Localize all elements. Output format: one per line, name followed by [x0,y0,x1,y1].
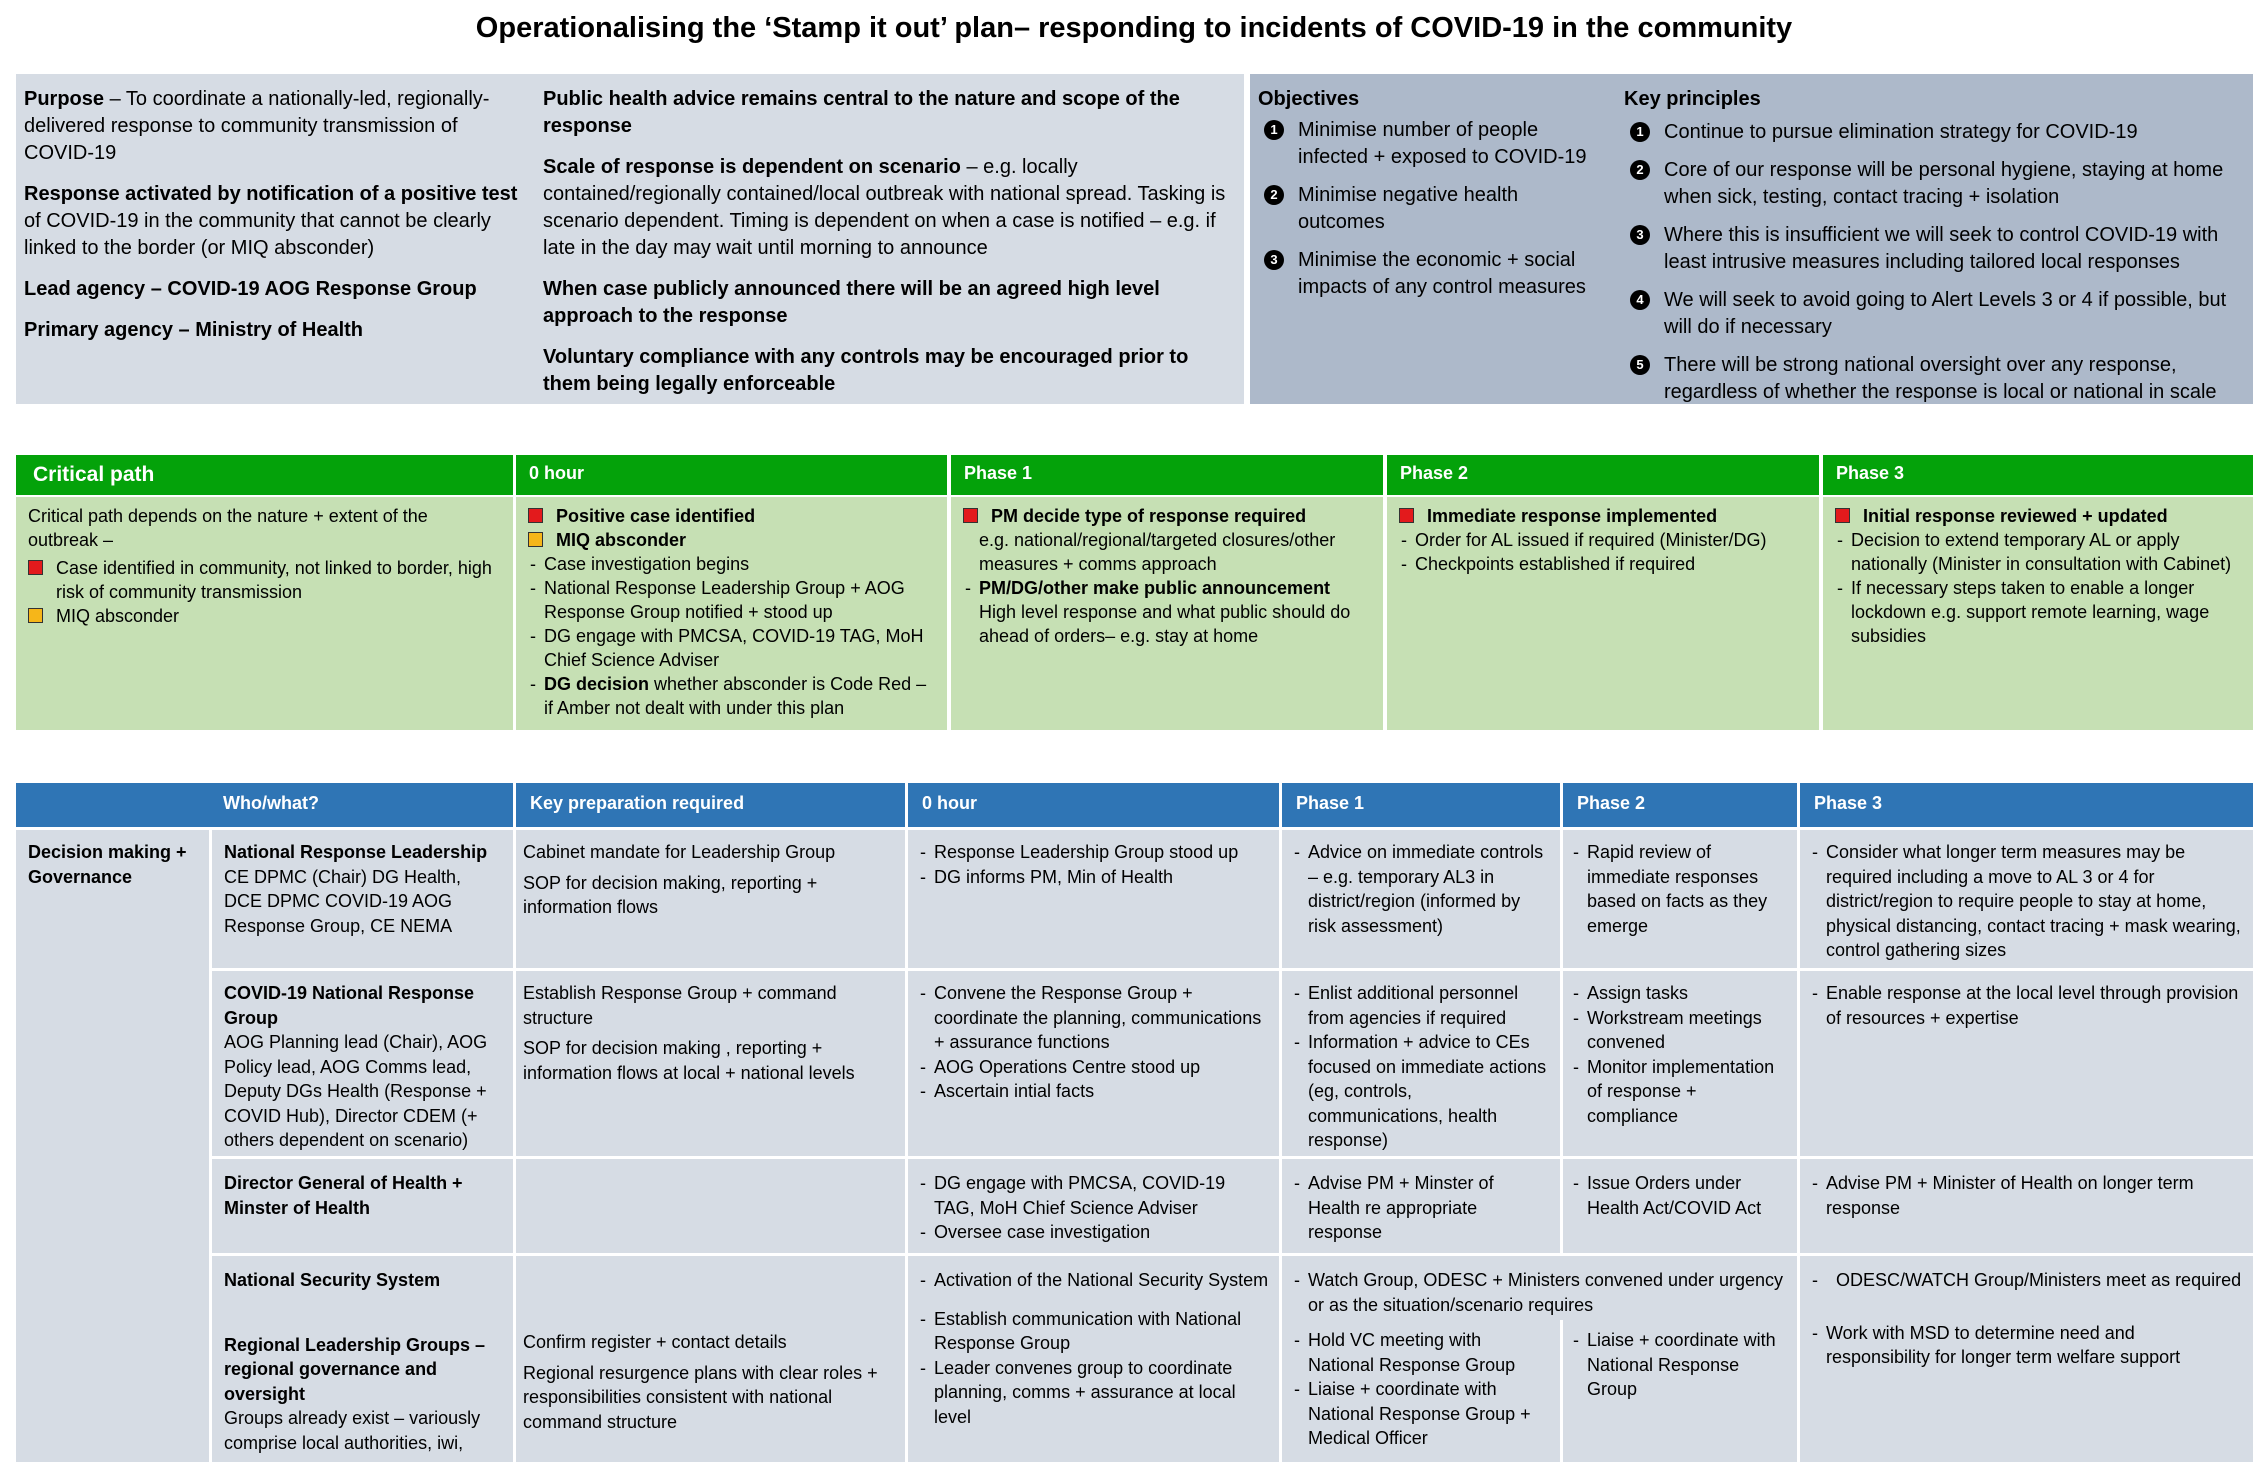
cp-cell-0-hour [516,497,947,730]
cp-phase1-title [963,504,1371,528]
objectives-section [1258,86,1608,312]
principle-item [1624,222,2246,276]
row-list [1292,1268,1787,1317]
table-header-phase-2: Phase 2 [1563,783,1797,827]
principle-text: Where this is insufficient we will seek to control COVID-19 with least intrusive measures including tailored local responses [1664,224,2219,273]
cp-legend-amber [28,604,501,628]
purpose-label: Purpose [24,88,105,110]
list-item: - DG engage with PMCSA, COVID-19 TAG, MoH Chief Science Adviser [528,624,935,672]
activation-label: Response activated by notification of a positive test [24,183,518,205]
list-item: - Issue Orders under Health Act/COVID Act [1571,1171,1789,1220]
activation-text [24,181,524,262]
overview-left-column [24,86,524,358]
principle-text: We will seek to avoid going to Alert Levels 3 or 4 if possible, but will do if necessary [1664,289,2227,338]
number-2-icon: 2 [1630,160,1650,180]
table-header-0-hour: 0 hour [908,783,1279,827]
amber-square-icon [28,608,43,623]
activation-body: of COVID-19 in the community that cannot be clearly linked to the border (or MIQ absconder) [24,210,491,259]
table-header-phase-3: Phase 3 [1800,783,2253,827]
list-item: - Oversee case investigation [918,1220,1269,1245]
row-list [1571,1171,1789,1220]
table-row-2-phase-2 [1563,971,1797,1156]
cp-legend-red [28,556,501,604]
row-list [918,1268,1269,1293]
voluntary-label: Voluntary compliance with any controls may be encouraged prior to them being legally enforceable [543,346,1189,395]
objective-text: Minimise negative health outcomes [1298,184,1519,233]
scale-label: Scale of response is dependent on scenario [543,156,961,178]
objectives-principles-panel [1250,74,2253,404]
cp-intro-text: Critical path depends on the nature + extent of the outbreak – [28,506,428,550]
purpose-body: – To coordinate a nationally-led, regionally-delivered response to community transmission of COVID-19 [24,88,490,164]
table-row-3-prep [516,1159,905,1253]
announce-statement [543,276,1233,330]
scale-statement [543,154,1233,262]
who-title: Director General of Health + Minster of Health [224,1173,463,1218]
list-item: - Workstream meetings convened [1571,1006,1789,1055]
list-item [528,672,935,720]
row-list [1810,1171,2243,1220]
row-list [918,840,1269,889]
list-item: - Watch Group, ODESC + Ministers convened under urgency or as the situation/scenario requires [1292,1268,1787,1317]
public-announcement-text: High level response and what public should do ahead of orders– e.g. stay at home [979,602,1351,646]
overview-right-column [543,86,1233,412]
cp-cell-phase-3 [1823,497,2253,730]
table-row-5-phase-1 [1282,1320,1560,1462]
primary-agency [24,317,524,344]
objective-item [1258,182,1608,236]
principle-text: Continue to pursue elimination strategy for COVID-19 [1664,121,2138,143]
cp-amber-title [528,528,935,552]
public-health-statement [543,86,1233,140]
principles-heading: Key principles [1624,88,1761,110]
list-item: - Work with MSD to determine need and responsibility for longer term welfare support [1810,1321,2243,1370]
who-title: National Security System [224,1270,441,1290]
list-item: - Ascertain intial facts [918,1079,1269,1104]
number-3-icon: 3 [1264,250,1284,270]
who-title: National Response Leadership [224,842,488,862]
row-list [1810,981,2243,1030]
list-item: - Leader convenes group to coordinate planning, comms + assurance at local level [918,1356,1269,1430]
principle-text: There will be strong national oversight over any response, regardless of whether the response is local or national in scale [1664,354,2217,403]
list-item: - Advise PM + Minster of Health re appropriate response [1292,1171,1550,1245]
list-item: - Case investigation begins [528,552,935,576]
row-list [1810,1321,2243,1370]
table-row-3-who [212,1159,513,1253]
cp-phase1-list [963,576,1371,648]
dg-decision-label: DG decision [544,674,650,694]
row-list [1810,1268,2243,1293]
red-square-icon [528,508,543,523]
list-item: - If necessary steps taken to enable a longer lockdown e.g. support remote learning, wage subsidies [1835,576,2241,648]
red-square-icon [28,560,43,575]
table-row-1-phase-1 [1282,830,1560,968]
row-list [1292,1328,1550,1451]
who-members: CE DPMC (Chair) DG Health, DCE DPMC COVID-19 AOG Response Group, CE NEMA [224,866,462,936]
list-item: - ODESC/WATCH Group/Ministers meet as required [1810,1268,2243,1293]
row-list [1571,981,1789,1128]
cp-red-title [528,504,935,528]
cp-phase2-title [1399,504,1807,528]
table-row-4-phase-1-2 [1282,1256,1797,1320]
table-header-who-what: Who/what? [209,783,513,827]
list-item: - Convene the Response Group + coordinate the planning, communications + assurance functions [918,981,1269,1055]
lead-agency [24,276,524,303]
number-3-icon: 3 [1630,225,1650,245]
list-item: - Enable response at the local level through provision of resources + expertise [1810,981,2243,1030]
row-list [1292,981,1550,1153]
row-list [1292,1171,1550,1245]
scale-body: – e.g. locally contained/regionally contained/local outbreak with national spread. Tasking is scenario dependent. Timing is dependent on when a case is notified – e.g. if late in the day may wait until morning to announce [543,156,1226,259]
table-row-4-5-who [212,1256,513,1462]
table-row-2-prep [516,971,905,1156]
public-health-label: Public health advice remains central to the nature and scope of the response [543,88,1180,137]
objective-text: Minimise the economic + social impacts of any control measures [1298,249,1586,298]
table-row-3-phase-3 [1800,1159,2253,1253]
who-title: COVID-19 National Response Group [224,983,475,1028]
table-row-5-prep [516,1256,905,1462]
table-row-1-phase-3 [1800,830,2253,968]
number-1-icon: 1 [1630,122,1650,142]
announce-label: When case publicly announced there will be an agreed high level approach to the response [543,278,1160,327]
lead-agency-label: Lead agency – COVID-19 AOG Response Group [24,278,477,300]
row-list [1571,1328,1789,1402]
list-item: - Enlist additional personnel from agencies if required [1292,981,1550,1030]
list-item: - Decision to extend temporary AL or apply nationally (Minister in consultation with Cabinet) [1835,528,2241,576]
list-item: - Information + advice to CEs focused on immediate actions (eg, controls, communications, health response) [1292,1030,1550,1153]
row-list [1810,840,2243,963]
prep-item: SOP for decision making , reporting + information flows at local + national levels [523,1038,855,1083]
red-square-icon [1835,508,1850,523]
list-item: - DG informs PM, Min of Health [918,865,1269,890]
table-row-3-phase-1 [1282,1159,1560,1253]
prep-item: Cabinet mandate for Leadership Group [523,842,836,862]
who-members: AOG Planning lead (Chair), AOG Policy lead, AOG Comms lead, Deputy DGs Health (Response + COVID Hub), Director CDEM (+ others dependent on scenario) [224,1032,488,1150]
cp-cell-phase-1 [951,497,1383,730]
amber-square-icon [528,532,543,547]
row-list [1292,840,1550,938]
table-row-4-5-0-hour [908,1256,1279,1462]
cp-cell-phase-2 [1387,497,1819,730]
number-4-icon: 4 [1630,290,1650,310]
cp-header-phase-3: Phase 3 [1823,455,2253,495]
who-title: Regional Leadership Groups – regional governance and oversight [224,1334,486,1404]
page-title: Operationalising the ‘Stamp it out’ plan– responding to incidents of COVID-19 in the community [475,12,1793,44]
list-item: - Consider what longer term measures may be required including a move to AL 3 or 4 for district/region to require people to stay at home, physical distancing, contact tracing + mask wearing, control gathering sizes [1810,840,2243,963]
row-list [1571,840,1789,938]
list-item: - Rapid review of immediate responses based on facts as they emerge [1571,840,1789,938]
table-row-4-5-phase-3 [1800,1256,2253,1462]
who-members: Groups already exist – variously comprise local authorities, iwi, [224,1408,481,1453]
red-square-icon [1399,508,1414,523]
red-square-icon [963,508,978,523]
row-list [918,981,1269,1104]
prep-item: Regional resurgence plans with clear roles + responsibilities consistent with national command structure [523,1362,878,1432]
table-row-1-who [212,830,513,968]
list-item: - Response Leadership Group stood up [918,840,1269,865]
immediate-response-text: Immediate response implemented [1427,506,1718,526]
principles-list [1624,119,2246,406]
cp-0-hour-list [528,552,935,720]
table-row-1-prep [516,830,905,968]
list-item: - Advise PM + Minister of Health on longer term response [1810,1171,2243,1220]
legend-red-text: Case identified in community, not linked to border, high risk of community transmission [56,558,492,602]
dg-decision-text: whether absconder is Code Red – if Amber not dealt with under this plan [544,674,927,718]
list-item: - Order for AL issued if required (Minister/DG) [1399,528,1807,552]
list-item: - National Response Leadership Group + AOG Response Group notified + stood up [528,576,935,624]
side-label-cell [16,830,209,1462]
primary-agency-label: Primary agency – Ministry of Health [24,319,364,341]
principle-item [1624,287,2246,341]
purpose-text [24,86,524,167]
critical-path-header: Critical path [16,455,513,495]
list-item: - Monitor implementation of response + compliance [1571,1055,1789,1129]
list-item: - Liaise + coordinate with National Response Group [1571,1328,1789,1402]
number-5-icon: 5 [1630,355,1650,375]
principle-item [1624,119,2246,146]
cp-phase3-list [1835,528,2241,648]
cp-phase3-title [1835,504,2241,528]
cp-phase1-sub: e.g. national/regional/targeted closures/other measures + comms approach [979,530,1336,574]
principle-item [1624,352,2246,406]
cp-cell-intro [16,497,513,730]
public-announcement-label: PM/DG/other make public announcement [979,578,1331,598]
objectives-list [1258,117,1608,301]
list-item: - Liaise + coordinate with National Response Group + Medical Officer [1292,1377,1550,1451]
table-header-key-preparation: Key preparation required [516,783,905,827]
list-item [963,576,1371,648]
initial-response-reviewed-text: Initial response reviewed + updated [1863,506,2168,526]
table-row-3-0-hour [908,1159,1279,1253]
principle-text: Core of our response will be personal hygiene, staying at home when sick, testing, contact tracing + isolation [1664,159,2224,208]
regional-leadership-block [224,1333,501,1456]
table-row-3-phase-2 [1563,1159,1797,1253]
row-list [918,1171,1269,1245]
table-row-2-phase-3 [1800,971,2253,1156]
positive-case-text: Positive case identified [556,506,756,526]
prep-item: Confirm register + contact details [523,1332,787,1352]
table-row-5-phase-2 [1563,1320,1797,1462]
table-header-blank [16,783,209,827]
table-header-phase-1: Phase 1 [1282,783,1560,827]
pm-decide-text: PM decide type of response required [991,506,1307,526]
list-item: - Assign tasks [1571,981,1789,1006]
objective-item [1258,247,1608,301]
list-item: - DG engage with PMCSA, COVID-19 TAG, MoH Chief Science Adviser [918,1171,1269,1220]
prep-item: SOP for decision making, reporting + information flows [523,872,818,917]
objectives-heading: Objectives [1258,88,1360,110]
row-list [918,1307,1269,1430]
prep-item: Establish Response Group + command structure [523,983,837,1028]
cp-phase2-list [1399,528,1807,576]
overview-panel [16,74,1244,404]
list-item: - Hold VC meeting with National Response Group [1292,1328,1550,1377]
list-item: - Activation of the National Security System [918,1268,1269,1293]
list-item: - AOG Operations Centre stood up [918,1055,1269,1080]
table-row-1-0-hour [908,830,1279,968]
principle-item [1624,157,2246,211]
list-item: - Checkpoints established if required [1399,552,1807,576]
voluntary-statement [543,344,1233,398]
list-item: - Advice on immediate controls – e.g. temporary AL3 in district/region (informed by risk assessment) [1292,840,1550,938]
objective-text: Minimise number of people infected + exposed to COVID-19 [1298,119,1587,168]
legend-amber-text: MIQ absconder [56,606,180,626]
cp-header-0-hour: 0 hour [516,455,947,495]
cp-header-phase-2: Phase 2 [1387,455,1819,495]
miq-absconder-text: MIQ absconder [556,530,687,550]
objective-item [1258,117,1608,171]
cp-header-phase-1: Phase 1 [951,455,1383,495]
number-2-icon: 2 [1264,185,1284,205]
principles-section [1624,86,2246,417]
table-row-1-phase-2 [1563,830,1797,968]
number-1-icon: 1 [1264,120,1284,140]
list-item: - Establish communication with National Response Group [918,1307,1269,1356]
table-row-2-who [212,971,513,1156]
table-row-2-phase-1 [1282,971,1560,1156]
table-row-2-0-hour [908,971,1279,1156]
decision-making-governance-label: Decision making + Governance [28,842,187,887]
